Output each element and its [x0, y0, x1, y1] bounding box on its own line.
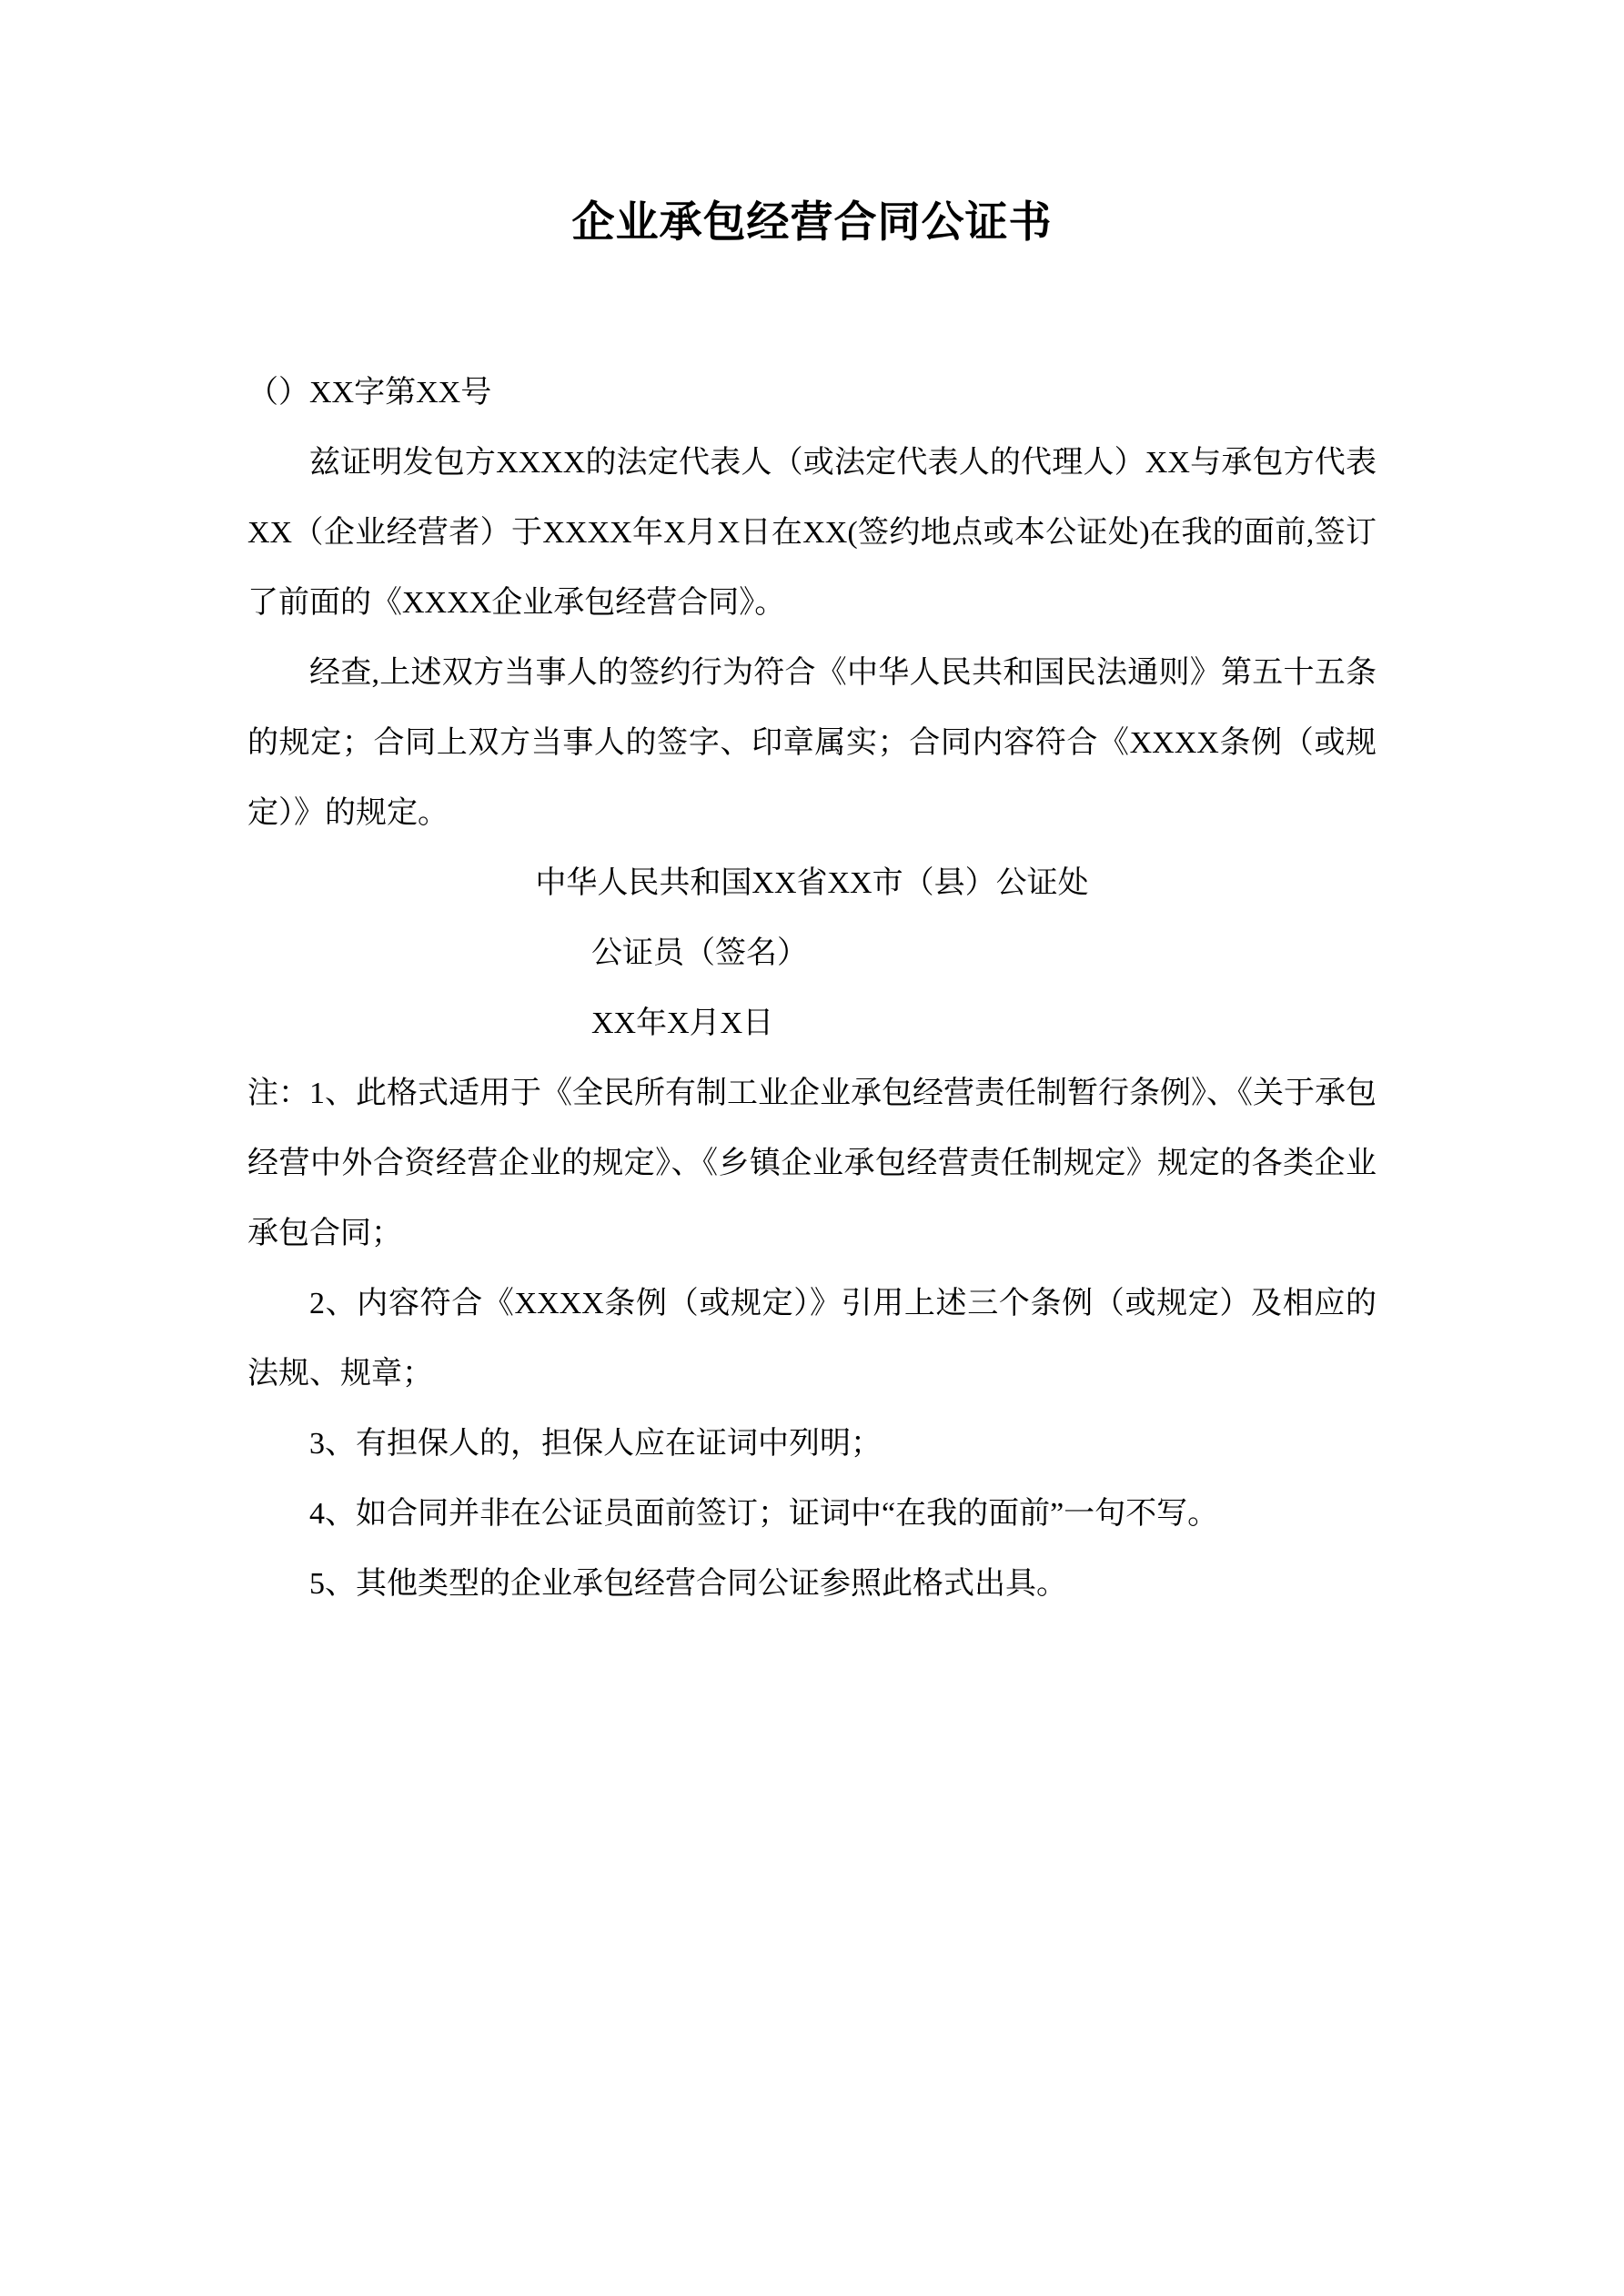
document-title: 企业承包经营合同公证书 — [571, 199, 1053, 247]
note-item-2: 2、内容符合《XXXX条例（或规定）》引用上述三个条例（或规定）及相应的法规、规章； — [247, 1287, 1377, 1391]
paragraph-review: 经查,上述双方当事人的签约行为符合《中华人民共和国民法通则》第五十五条的规定；合同上双方当事人的签字、印章属实；合同内容符合《XXXX条例（或规定）》的规定。 — [247, 656, 1377, 830]
note-item-1: 注：1、此格式适用于《全民所有制工业企业承包经营责任制暂行条例》、《关于承包经营中外合资经营企业的规定》、《乡镇企业承包经营责任制规定》规定的各类企业承包合同； — [247, 1077, 1377, 1250]
paragraph-certify: 兹证明发包方XXXX的法定代表人（或法定代表人的代理人）XX与承包方代表XX（企业经营者）于XXXX年X月X日在XX(签约地点或本公证处)在我的面前,签订了前面的《XXXX企业承包经营合同》。 — [247, 446, 1377, 620]
notary-signature-line: 公证员（签名） — [591, 936, 808, 970]
notary-date-line: XX年X月X日 — [591, 1006, 774, 1040]
note-item-4: 4、如合同并非在公证员面前签订；证词中“在我的面前”一句不写。 — [309, 1497, 1219, 1531]
doc-number: （）XX字第XX号 — [247, 376, 492, 410]
note-item-3: 3、有担保人的，担保人应在证词中列明； — [309, 1427, 882, 1461]
notary-office-line: 中华人民共和国XX省XX市（县）公证处 — [535, 866, 1089, 900]
note-item-5: 5、其他类型的企业承包经营合同公证参照此格式出具。 — [309, 1567, 1067, 1601]
